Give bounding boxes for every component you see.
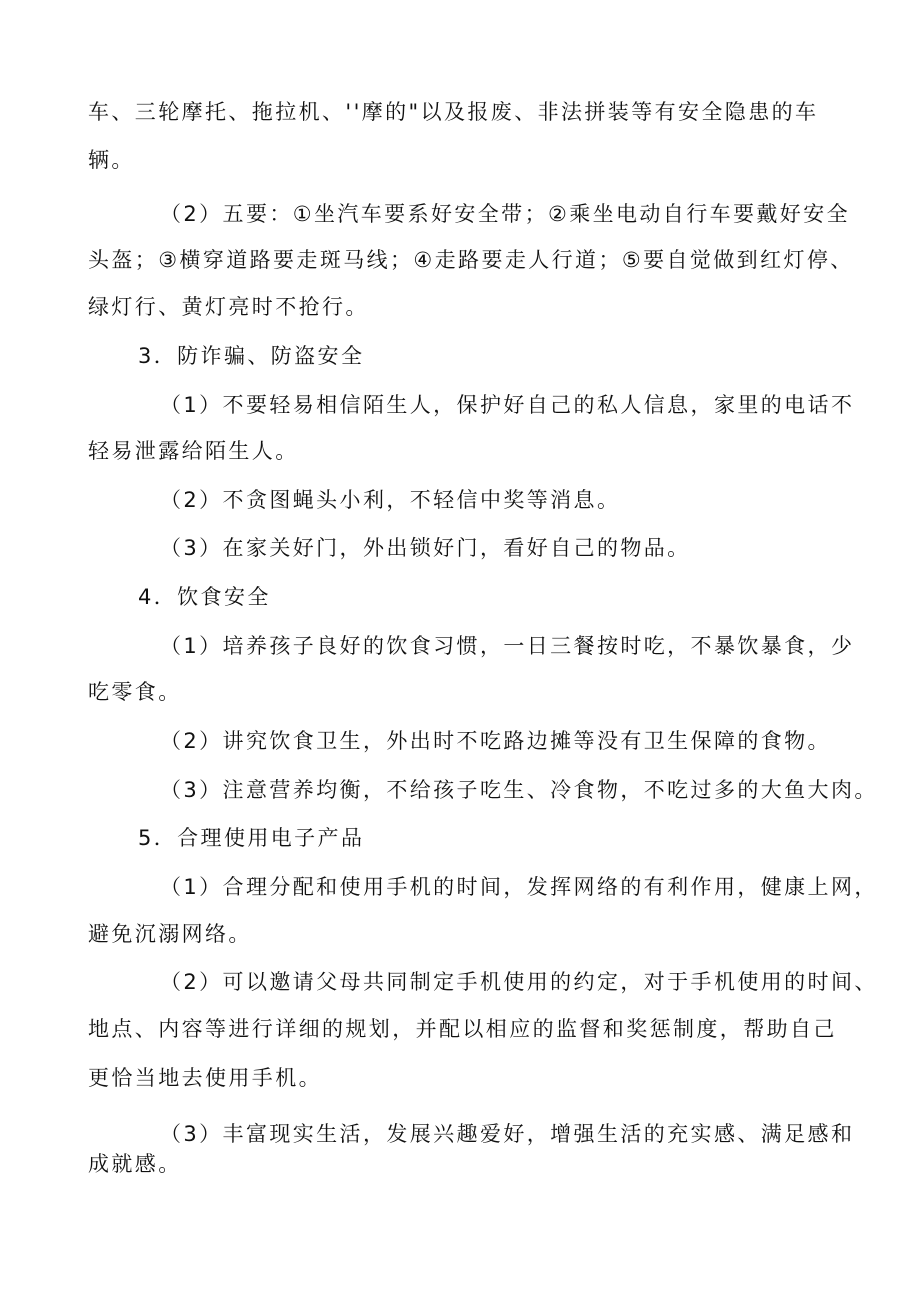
paragraph-line: （3）在家关好门，外出锁好门，看好自己的物品。 [160,536,691,560]
section-heading-3: 3．防诈骗、防盗安全 [138,344,365,368]
paragraph-line: 更恰当地去使用手机。 [88,1066,322,1090]
paragraph-line: 地点、内容等进行详细的规划，并配以相应的监督和奖惩制度，帮助自己 [88,1017,837,1041]
paragraph-line: 头盔；③横穿道路要走斑马线；④走路要走人行道；⑤要自觉做到红灯停、 [88,248,854,272]
paragraph-line: 避免沉溺网络。 [88,922,252,946]
paragraph-line: 成就感。 [88,1152,182,1176]
section-heading-4: 4．饮食安全 [138,585,271,609]
paragraph-line: （2）五要：①坐汽车要系好安全带；②乘坐电动自行车要戴好安全 [160,202,851,226]
paragraph-line: （3）注意营养均衡，不给孩子吃生、冷食物，不吃过多的大鱼大肉。 [160,778,878,802]
paragraph-line: 吃零食。 [88,680,182,704]
paragraph-line: （1）不要轻易相信陌生人，保护好自己的私人信息，家里的电话不 [160,393,855,417]
paragraph-line: 车、三轮摩托、拖拉机、''摩的"以及报废、非法拼装等有安全隐患的车 [88,100,819,124]
paragraph-line: （2）讲究饮食卫生，外出时不吃路边摊等没有卫生保障的食物。 [160,729,831,753]
paragraph-line: （1）合理分配和使用手机的时间，发挥网络的有利作用，健康上网， [160,875,878,899]
paragraph-line: 轻易泄露给陌生人。 [88,439,299,463]
paragraph-line: （1）培养孩子良好的饮食习惯，一日三餐按时吃，不暴饮暴食，少 [160,634,855,658]
section-heading-5: 5．合理使用电子产品 [138,826,365,850]
paragraph-line: （3）丰富现实生活，发展兴趣爱好，增强生活的充实感、满足感和 [160,1122,855,1146]
paragraph-line: （2）可以邀请父母共同制定手机使用的约定，对于手机使用的时间、 [160,970,878,994]
paragraph-line: （2）不贪图蝇头小利，不轻信中奖等消息。 [160,488,621,512]
paragraph-line: 绿灯行、黄灯亮时不抢行。 [88,295,369,319]
paragraph-line: 辆。 [88,148,135,172]
